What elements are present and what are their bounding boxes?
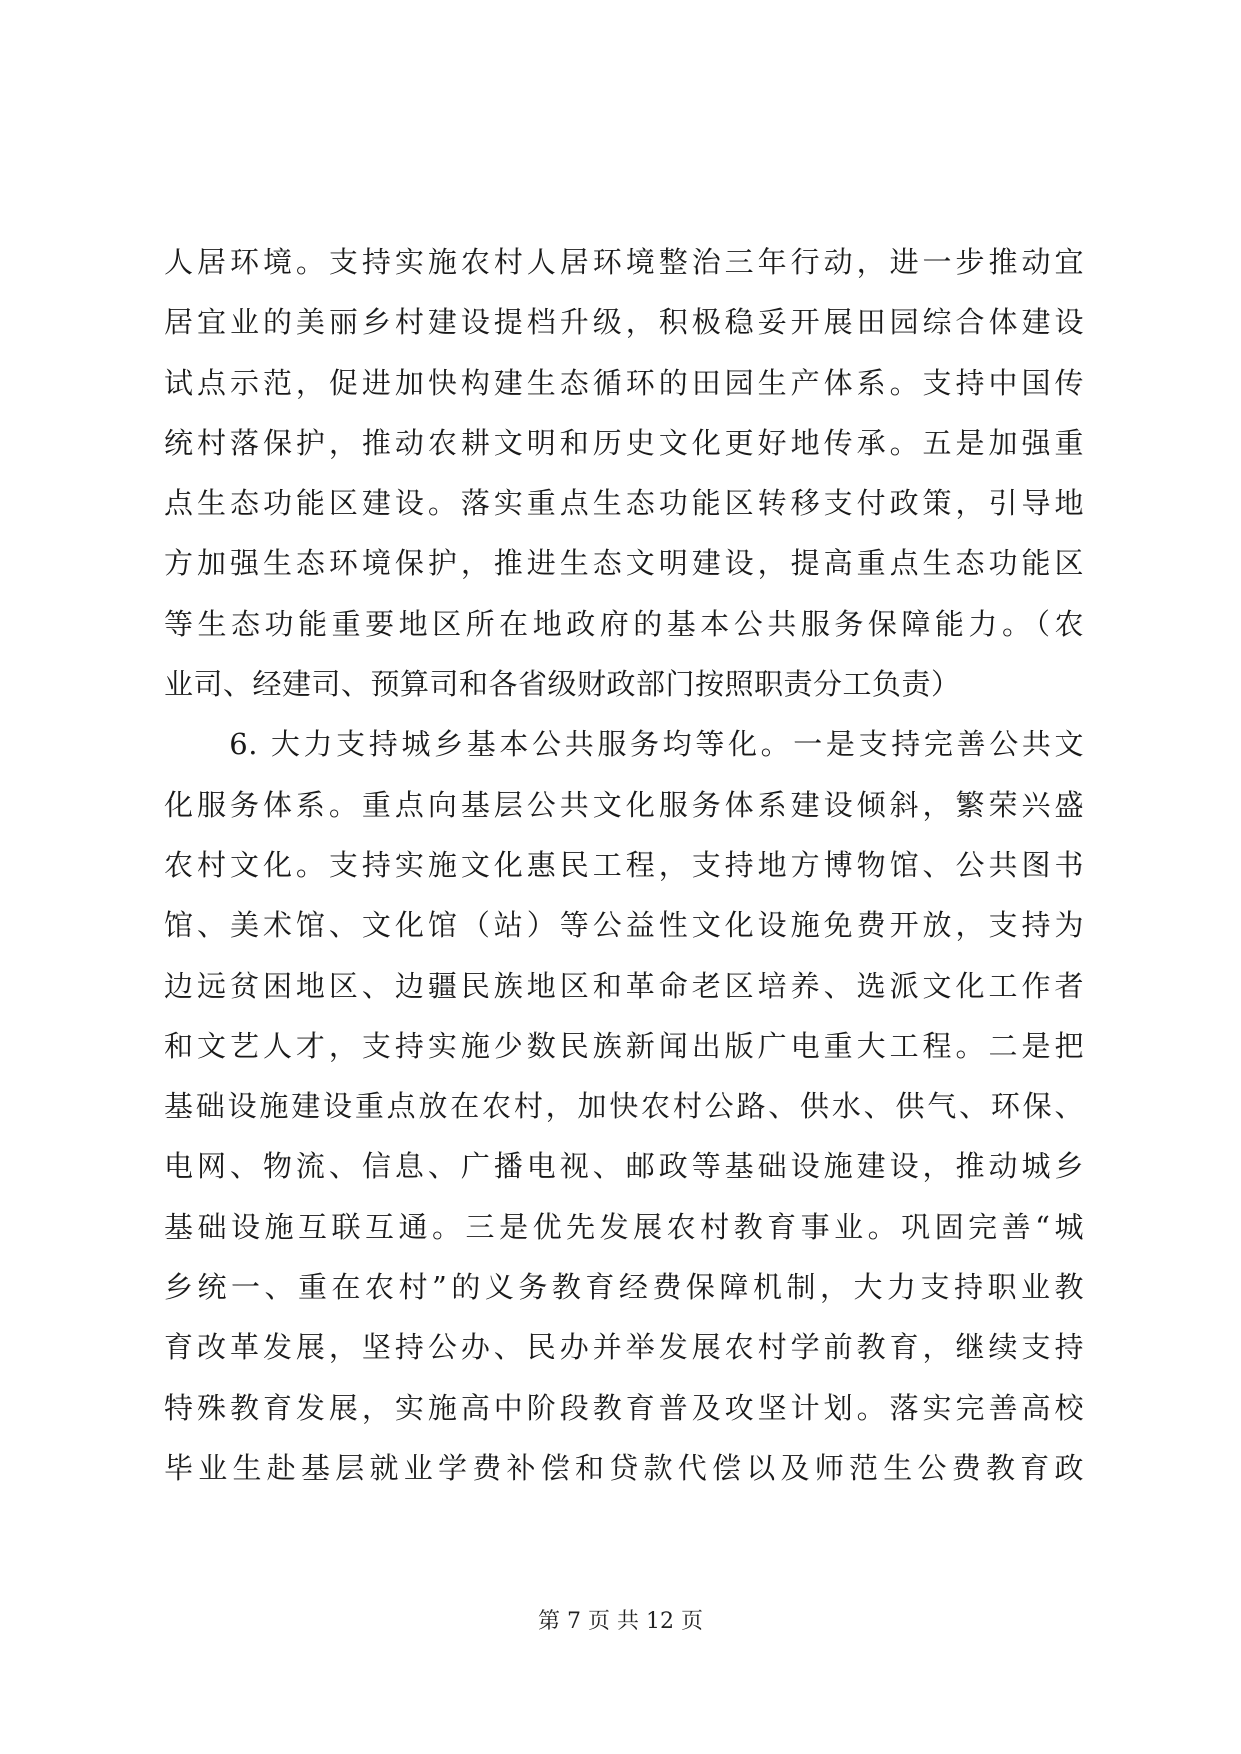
text-line: 居宜业的美丽乡村建设提档升级，积极稳妥开展田园综合体建设	[164, 305, 1084, 340]
text-line: 农村文化。支持实施文化惠民工程，支持地方博物馆、公共图书	[164, 847, 1084, 882]
body-text	[164, 232, 1084, 1498]
text-line: 统村落保护，推动农耕文明和历史文化更好地传承。五是加强重	[164, 425, 1084, 460]
text-line: 毕业生赴基层就业学费补偿和贷款代偿以及师范生公费教育政	[164, 1450, 1084, 1485]
text-line: 基础设施互联互通。三是优先发展农村教育事业。巩固完善“城	[164, 1209, 1084, 1244]
text-line: 试点示范，促进加快构建生态循环的田园生产体系。支持中国传	[164, 365, 1084, 400]
text-line: 乡统一、重在农村”的义务教育经费保障机制，大力支持职业教	[164, 1270, 1084, 1305]
text-line: 业司、经建司、预算司和各省级财政部门按照职责分工负责）	[164, 667, 961, 702]
text-line: 6. 大力支持城乡基本公共服务均等化。一是支持完善公共文	[164, 727, 1084, 762]
text-line: 馆、美术馆、文化馆（站）等公益性文化设施免费开放，支持为	[164, 908, 1084, 943]
text-line: 人居环境。支持实施农村人居环境整治三年行动，进一步推动宜	[164, 245, 1084, 279]
text-line: 化服务体系。重点向基层公共文化服务体系建设倾斜，繁荣兴盛	[164, 787, 1084, 822]
text-line: 等生态功能重要地区所在地政府的基本公共服务保障能力。（农	[164, 606, 1084, 641]
text-line: 特殊教育发展，实施高中阶段教育普及攻坚计划。落实完善高校	[164, 1390, 1084, 1425]
text-line: 电网、物流、信息、广播电视、邮政等基础设施建设，推动城乡	[164, 1149, 1084, 1184]
text-line: 边远贫困地区、边疆民族地区和革命老区培养、选派文化工作者	[164, 968, 1084, 1003]
text-line: 育改革发展，坚持公办、民办并举发展农村学前教育，继续支持	[164, 1330, 1084, 1365]
text-line: 方加强生态环境保护，推进生态文明建设，提高重点生态功能区	[164, 546, 1084, 581]
page-number-footer: 第 7 页 共 12 页	[538, 1609, 703, 1634]
text-line: 点生态功能区建设。落实重点生态功能区转移支付政策，引导地	[164, 486, 1084, 521]
text-line: 基础设施建设重点放在农村，加快农村公路、供水、供气、环保、	[164, 1089, 1084, 1124]
text-line: 和文艺人才，支持实施少数民族新闻出版广电重大工程。二是把	[164, 1028, 1084, 1063]
